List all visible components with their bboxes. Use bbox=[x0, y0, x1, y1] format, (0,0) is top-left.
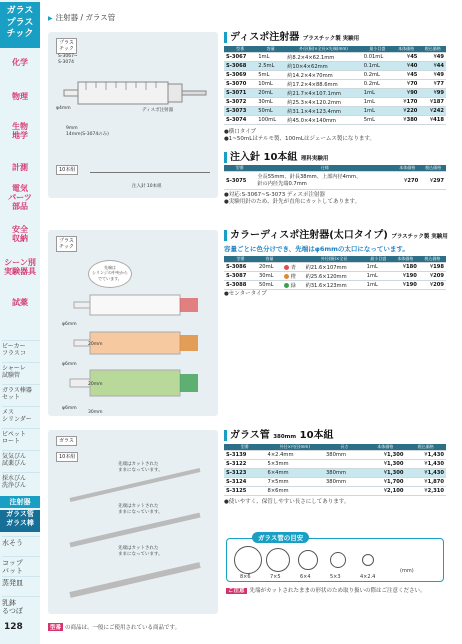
tax-price-cell: ¥1,430 bbox=[405, 460, 446, 469]
price-cell: ¥1,300 bbox=[365, 469, 406, 478]
column-header: 税込価格 bbox=[419, 256, 446, 263]
section4-title-length: 380mm bbox=[273, 434, 297, 440]
tip-length-label: 9mm 14mm(S-3074のみ) bbox=[66, 126, 109, 138]
tax-price-cell: ¥187 bbox=[419, 98, 446, 107]
footer-note-text: の商品は、一般にご使用されている商品です。 bbox=[65, 625, 181, 631]
table-row bbox=[224, 172, 446, 190]
model-code: S-3122 bbox=[224, 460, 266, 469]
section3-notes bbox=[224, 291, 267, 298]
size-cell: 5×3mm bbox=[266, 460, 324, 469]
price-cell: ¥190 bbox=[392, 281, 419, 290]
tax-price-cell: ¥44 bbox=[419, 62, 446, 71]
tube-size-circle bbox=[330, 552, 346, 568]
price-cell: ¥190 bbox=[392, 272, 419, 281]
footer-note bbox=[48, 623, 180, 631]
note-line: ●1~50mLはテルモ製、100mLはジェームス製になります。 bbox=[224, 136, 375, 143]
sidebar-category-glass-plastic[interactable]: ガラス プラス チック bbox=[0, 2, 40, 48]
size-cell: 4×2.4mm bbox=[266, 451, 324, 460]
column-header: 外径×内径(mm) bbox=[266, 444, 324, 451]
sidebar-item-glass-tube[interactable]: ガラス管 ガラス棒 bbox=[0, 510, 40, 532]
tip-callout-text: 先端は シリンジの中央から でています。 bbox=[92, 265, 128, 281]
price-cell: ¥180 bbox=[392, 263, 419, 272]
capacity-cell: 10mL bbox=[256, 80, 285, 89]
section3-title: カラーディスポ注射器(太口タイプ) bbox=[230, 230, 388, 241]
color-swatch-cell: 緑 bbox=[282, 281, 303, 290]
note-line: ●実験用針のため、針先が直角にカットしてあります。 bbox=[224, 199, 361, 206]
column-header: 税込価格 bbox=[405, 444, 446, 451]
model-code: S-3072 bbox=[224, 98, 256, 107]
size-guide-unit: (mm) bbox=[400, 568, 414, 574]
section2-subtitle: 理科実験用 bbox=[300, 156, 329, 162]
section1-notes bbox=[224, 129, 375, 144]
dimension-label: 20mm bbox=[88, 342, 103, 347]
tax-price-cell: ¥1,430 bbox=[405, 469, 446, 478]
material-tag: プラス チック bbox=[56, 236, 77, 252]
syringe-table bbox=[224, 46, 446, 125]
material-tag: プラス チック bbox=[56, 38, 77, 54]
column-header: 型番 bbox=[224, 46, 256, 53]
length-cell: 380mm bbox=[324, 469, 365, 478]
capacity-cell: 20mL bbox=[256, 89, 285, 98]
table-row bbox=[224, 272, 446, 281]
model-code: S-3068 bbox=[224, 62, 256, 71]
length-cell bbox=[324, 487, 365, 496]
tax-price-cell: ¥297 bbox=[420, 172, 446, 190]
column-header: 長さ bbox=[324, 444, 365, 451]
tax-price-cell: ¥2,310 bbox=[405, 487, 446, 496]
size-cell: 8×6mm bbox=[266, 487, 324, 496]
model-code: S-3123 bbox=[224, 469, 266, 478]
disposable-syringe-illustration bbox=[60, 62, 210, 132]
section4-title-count: 10本組 bbox=[299, 430, 334, 441]
table-row bbox=[224, 487, 446, 496]
min-scale-cell: 5mL bbox=[362, 116, 393, 125]
capacity-cell: 50mL bbox=[257, 281, 282, 290]
model-code: S-3088 bbox=[224, 281, 257, 290]
column-header: 税込価格 bbox=[420, 165, 446, 172]
table-row bbox=[224, 98, 446, 107]
tax-price-cell: ¥49 bbox=[419, 53, 446, 62]
dimension-label: φ6mm bbox=[62, 322, 77, 327]
sidebar-subitem-4[interactable]: ビペット ロート bbox=[2, 428, 40, 445]
product-name-label: ディスポ注射器 bbox=[142, 108, 174, 113]
material-tag: ガラス bbox=[56, 436, 77, 446]
price-cell: ¥270 bbox=[394, 172, 420, 190]
column-header: 本体価格 bbox=[365, 444, 406, 451]
table-row bbox=[224, 116, 446, 125]
dimension-label: 30mm bbox=[88, 410, 103, 415]
model-code: S-3075 bbox=[224, 172, 255, 190]
sidebar-item-5[interactable]: 安全 収納 bbox=[12, 225, 28, 244]
note-line: ●センタータイプ bbox=[224, 291, 267, 297]
tube-size-label: 5×3 bbox=[330, 574, 341, 580]
sidebar-item-2[interactable]: 生物 地学 bbox=[12, 122, 28, 141]
price-cell: ¥90 bbox=[393, 89, 420, 98]
tax-price-cell: ¥1,430 bbox=[405, 451, 446, 460]
size-cell: 約21.6×107mm bbox=[304, 263, 365, 272]
price-cell: ¥45 bbox=[393, 53, 420, 62]
price-cell: ¥1,700 bbox=[365, 478, 406, 487]
section3-lead: 容量ごとに色分けでき、先端はφ6mmの太口になっています。 bbox=[224, 245, 409, 253]
sidebar-item-0[interactable]: 化学 bbox=[12, 58, 28, 67]
section-title-glass-tube bbox=[224, 430, 334, 441]
capacity-cell: 30mL bbox=[256, 98, 285, 107]
column-header: 外径(胴)×全長 bbox=[304, 256, 365, 263]
price-cell: ¥1,300 bbox=[365, 460, 406, 469]
warning-note bbox=[226, 586, 425, 594]
model-code: S-3124 bbox=[224, 478, 266, 487]
model-code: S-3125 bbox=[224, 487, 266, 496]
warning-text: 先端がカットされたままの形状のため取り扱いの際はご注意ください。 bbox=[249, 588, 426, 594]
color-swatch-cell: 橙 bbox=[282, 272, 303, 281]
section-title-needle bbox=[224, 152, 328, 163]
dimension-label: φ6mm bbox=[62, 406, 77, 411]
size-cell: 6×4mm bbox=[266, 469, 324, 478]
needle-table bbox=[224, 165, 446, 190]
table-row bbox=[224, 281, 446, 290]
tax-price-cell: ¥418 bbox=[419, 116, 446, 125]
glass-tube-illustration bbox=[60, 460, 210, 610]
model-range-label: S-3067~ S-3074 bbox=[58, 54, 78, 66]
breadcrumb: ▶ 注射器 / ガラス管 bbox=[48, 12, 115, 23]
tax-price-cell: ¥209 bbox=[419, 272, 446, 281]
min-scale-cell: 1mL bbox=[365, 281, 392, 290]
cut-edge-note: 先端はカットされた ままになっています。 bbox=[118, 462, 163, 474]
model-code: S-3087 bbox=[224, 272, 257, 281]
sidebar-subitem-6[interactable]: 採水びん 洗浄びん bbox=[2, 472, 40, 489]
capacity-cell: 100mL bbox=[256, 116, 285, 125]
table-row bbox=[224, 478, 446, 487]
color-swatch-cell: 青 bbox=[282, 263, 303, 272]
min-scale-cell: 0.2mL bbox=[362, 80, 393, 89]
price-cell: ¥1,300 bbox=[365, 451, 406, 460]
min-scale-cell: 0.2mL bbox=[362, 71, 393, 80]
section4-notes bbox=[224, 499, 349, 506]
cut-edge-note: 先端はカットされた ままになっています。 bbox=[118, 504, 163, 516]
tax-price-cell: ¥198 bbox=[419, 263, 446, 272]
min-scale-cell: 1mL bbox=[365, 263, 392, 272]
color-syringe-illustration bbox=[60, 290, 210, 410]
cut-edge-note: 先端はカットされた ままになっています。 bbox=[118, 546, 163, 558]
table-row bbox=[224, 263, 446, 272]
sidebar-subitem-3[interactable]: メス シリンダー bbox=[2, 406, 40, 423]
length-cell: 380mm bbox=[324, 478, 365, 487]
tax-price-cell: ¥49 bbox=[419, 71, 446, 80]
model-code: S-3086 bbox=[224, 263, 257, 272]
table-row bbox=[224, 107, 446, 116]
min-scale-cell: 0.01mL bbox=[362, 53, 393, 62]
sidebar-item-7[interactable]: 試薬 bbox=[12, 298, 28, 307]
section2-title: 注入針 10本組 bbox=[230, 152, 298, 163]
column-header: 本体価格 bbox=[392, 256, 419, 263]
price-cell: ¥70 bbox=[393, 80, 420, 89]
page-number: 128 bbox=[4, 622, 23, 632]
capacity-cell: 2.5mL bbox=[256, 62, 285, 71]
sidebar-subitem-5[interactable]: 気気びん 試薬びん bbox=[2, 450, 40, 467]
size-cell: 約8.2×4×62.1mm bbox=[285, 53, 362, 62]
section4-title: ガラス管 bbox=[230, 430, 270, 441]
warning-badge: ご注意 bbox=[228, 588, 245, 594]
size-cell: 約31.1×4×123.4mm bbox=[285, 107, 362, 116]
ten-pack-tag: 10本組 bbox=[56, 452, 78, 462]
column-header: 外径(胴)×全長×先端(mm) bbox=[285, 46, 362, 53]
section2-notes bbox=[224, 192, 360, 207]
spec-cell: 全長55mm、針長38mm、上部内径4mm、 針の内径先端0.7mm bbox=[255, 172, 394, 190]
price-cell: ¥2,100 bbox=[365, 487, 406, 496]
sidebar-bottom-item-2[interactable]: 蒸発皿 bbox=[2, 576, 40, 587]
model-code: S-3139 bbox=[224, 451, 266, 460]
size-guide-title: ガラス管の目安 bbox=[252, 532, 309, 543]
column-header: 型番 bbox=[224, 444, 266, 451]
glass-tube-table bbox=[224, 444, 446, 496]
sidebar-item-4[interactable]: 電気 パーツ 部品 bbox=[8, 184, 32, 212]
tube-size-label: 8×6 bbox=[240, 574, 251, 580]
price-cell: ¥45 bbox=[393, 71, 420, 80]
column-header: 容量 bbox=[256, 46, 285, 53]
capacity-cell: 1mL bbox=[256, 53, 285, 62]
column-header: 最小目盛 bbox=[365, 256, 392, 263]
tube-size-circle bbox=[266, 548, 290, 572]
min-scale-cell: 1mL bbox=[362, 89, 393, 98]
section1-title: ディスポ注射器 bbox=[230, 32, 300, 43]
ten-pack-tag: 10本組 bbox=[56, 165, 78, 175]
price-cell: ¥40 bbox=[393, 62, 420, 71]
sidebar-item-3[interactable]: 計測 bbox=[12, 163, 28, 172]
table-row bbox=[224, 62, 446, 71]
size-cell: 約14.2×4×70mm bbox=[285, 71, 362, 80]
size-cell: 約21.7×4×107.1mm bbox=[285, 89, 362, 98]
sidebar-item-6[interactable]: シーン別 実験器具 bbox=[4, 258, 36, 277]
size-cell: 約31.6×123mm bbox=[304, 281, 365, 290]
length-cell: 380mm bbox=[324, 451, 365, 460]
sidebar bbox=[0, 0, 40, 644]
sidebar-subitem-0[interactable]: ビーカー フラスコ bbox=[2, 340, 40, 357]
dimension-label: φ6mm bbox=[62, 362, 77, 367]
tax-price-cell: ¥77 bbox=[419, 80, 446, 89]
tube-size-label: 4×2.4 bbox=[360, 574, 376, 580]
model-code: S-3070 bbox=[224, 80, 256, 89]
table-row bbox=[224, 469, 446, 478]
column-header: 型番 bbox=[224, 256, 257, 263]
needle-caption: 注入針 10本組 bbox=[132, 184, 162, 189]
price-cell: ¥380 bbox=[393, 116, 420, 125]
model-code: S-3069 bbox=[224, 71, 256, 80]
column-header: 型番 bbox=[224, 165, 255, 172]
table-row bbox=[224, 451, 446, 460]
note-line: ●横口タイプ bbox=[224, 129, 257, 135]
capacity-cell: 20mL bbox=[257, 263, 282, 272]
size-cell: 7×5mm bbox=[266, 478, 324, 487]
tube-size-label: 6×4 bbox=[300, 574, 311, 580]
tube-size-circle bbox=[234, 546, 262, 574]
section-title-color-syringe bbox=[224, 230, 448, 241]
model-code: S-3067 bbox=[224, 53, 256, 62]
size-cell: 約17.2×4×88.6mm bbox=[285, 80, 362, 89]
size-cell: 約25.3×4×120.2mm bbox=[285, 98, 362, 107]
sidebar-subitem-1[interactable]: シャーレ 試験管 bbox=[2, 362, 40, 379]
section1-subtitle: プラスチック製 実験用 bbox=[302, 36, 360, 42]
model-code: S-3073 bbox=[224, 107, 256, 116]
size-cell: 約45.0×4×140mm bbox=[285, 116, 362, 125]
min-scale-cell: 1mL bbox=[362, 98, 393, 107]
table-row bbox=[224, 460, 446, 469]
note-line: ●対応:S-3067~S-3073 ディスポ注射器 bbox=[224, 192, 326, 198]
column-header: 本体価格 bbox=[394, 165, 420, 172]
table-row bbox=[224, 80, 446, 89]
table-row bbox=[224, 53, 446, 62]
column-header: 最小目盛 bbox=[362, 46, 393, 53]
model-code: S-3074 bbox=[224, 116, 256, 125]
capacity-cell: 5mL bbox=[256, 71, 285, 80]
size-cell: 約25.6×120mm bbox=[304, 272, 365, 281]
tube-size-label: 7×5 bbox=[270, 574, 281, 580]
model-code: S-3071 bbox=[224, 89, 256, 98]
min-scale-cell: 1mL bbox=[365, 272, 392, 281]
size-cell: 約10×4×62mm bbox=[285, 62, 362, 71]
section-title-disposable-syringe bbox=[224, 32, 359, 43]
tube-size-circle bbox=[298, 550, 318, 570]
table-row bbox=[224, 89, 446, 98]
min-scale-cell: 0.1mL bbox=[362, 62, 393, 71]
column-header: 本体価格 bbox=[393, 46, 420, 53]
length-cell bbox=[324, 460, 365, 469]
column-header: 仕様 bbox=[255, 165, 394, 172]
price-cell: ¥220 bbox=[393, 107, 420, 116]
price-cell: ¥170 bbox=[393, 98, 420, 107]
tax-price-cell: ¥99 bbox=[419, 89, 446, 98]
capacity-cell: 50mL bbox=[256, 107, 285, 116]
color-syringe-table bbox=[224, 256, 446, 290]
sidebar-bottom-item-3[interactable]: 乳鉢 るつぼ bbox=[2, 596, 40, 616]
needle-illustration bbox=[90, 172, 210, 173]
tube-size-circle bbox=[362, 554, 374, 566]
footer-badge: 型番 bbox=[50, 625, 62, 631]
section3-subtitle: プラスチック製 実験用 bbox=[391, 234, 448, 240]
sidebar-item-1[interactable]: 物理 bbox=[12, 92, 28, 101]
tax-price-cell: ¥1,870 bbox=[405, 478, 446, 487]
tax-price-cell: ¥209 bbox=[419, 281, 446, 290]
column-header: 容量 bbox=[257, 256, 282, 263]
sidebar-subitem-2[interactable]: ガラス棒器 セット bbox=[2, 384, 40, 401]
sidebar-item-syringe[interactable]: 注射器 bbox=[0, 496, 40, 508]
tip-diameter-label: φ4mm bbox=[56, 106, 71, 111]
min-scale-cell: 1mL bbox=[362, 107, 393, 116]
dimension-label: 20mm bbox=[88, 382, 103, 387]
tax-price-cell: ¥242 bbox=[419, 107, 446, 116]
sidebar-bottom-item-0[interactable]: 水そう bbox=[2, 536, 40, 547]
column-header: 税込価格 bbox=[419, 46, 446, 53]
table-row bbox=[224, 71, 446, 80]
note-line: ●使いやすく、保管しやすい長さにしてあります。 bbox=[224, 499, 350, 505]
sidebar-bottom-item-1[interactable]: コップ バット bbox=[2, 556, 40, 576]
capacity-cell: 30mL bbox=[257, 272, 282, 281]
